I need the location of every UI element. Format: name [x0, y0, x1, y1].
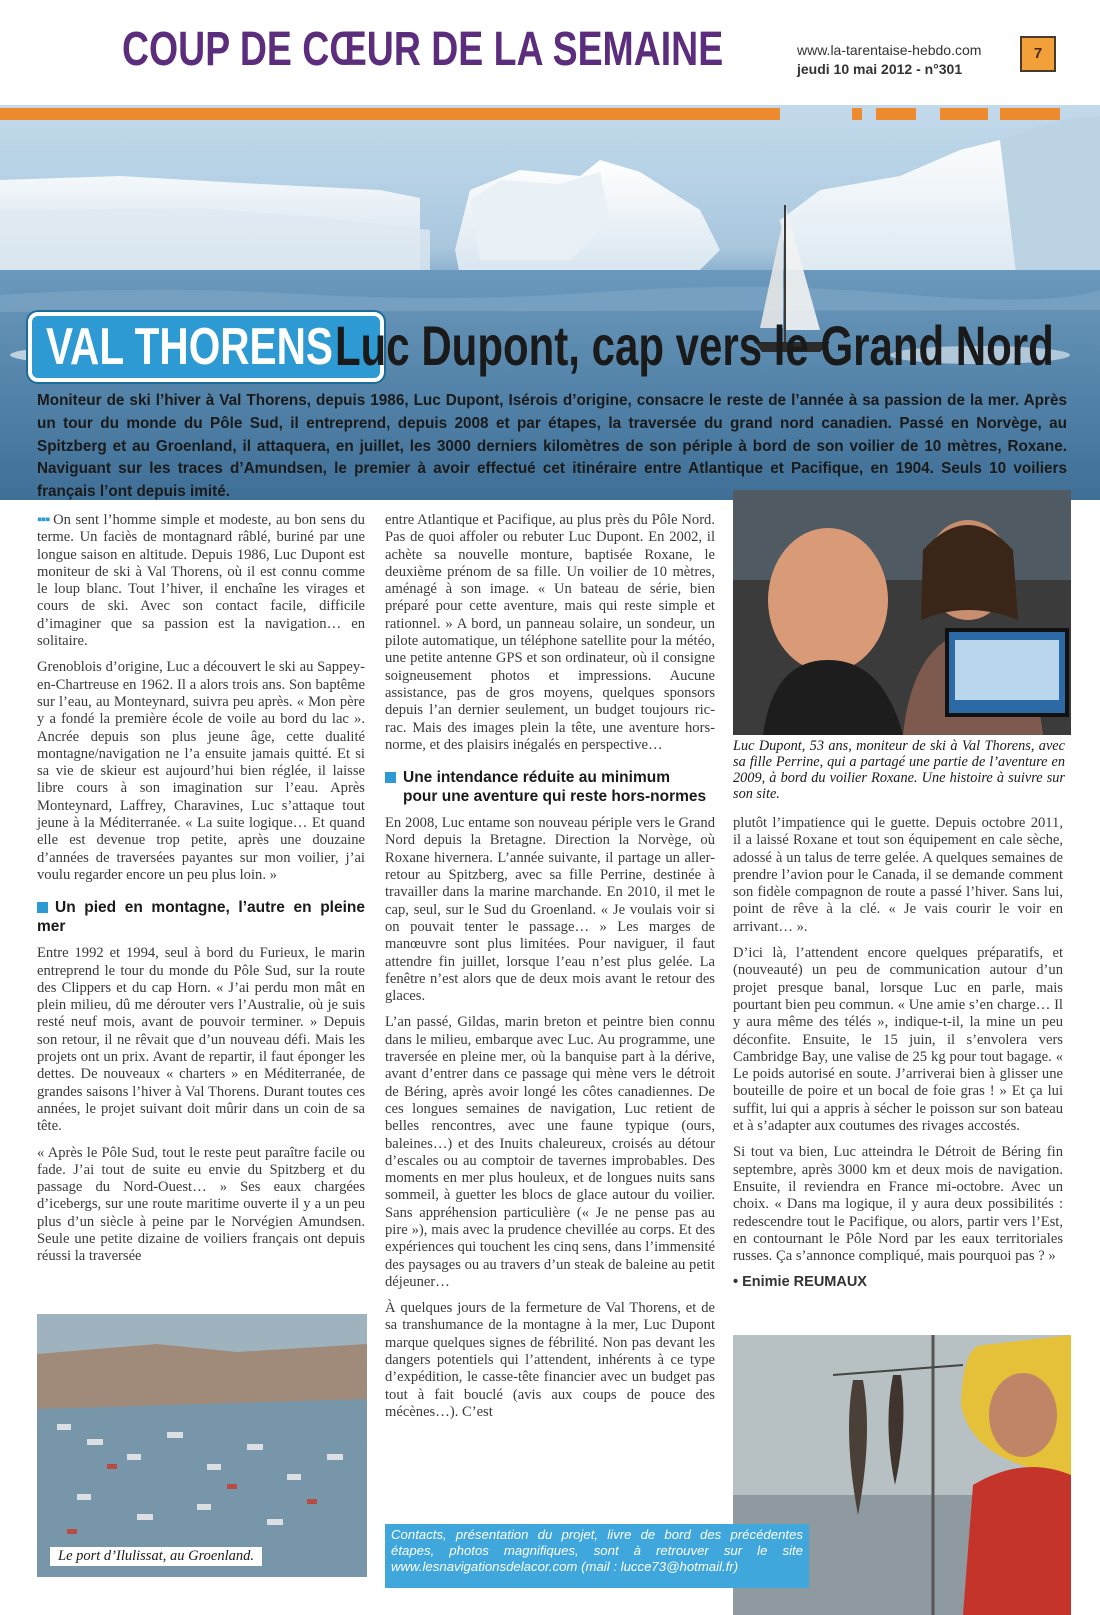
- site-url: www.la-tarentaise-hebdo.com: [797, 42, 982, 58]
- lead-paragraph: Moniteur de ski l’hiver à Val Thorens, depuis 1986, Luc Dupont, Isérois d’origine, consacre le reste de l’année à sa passion de la mer. Après un tour du monde du Pôle Sud, il entreprend, depuis 2008 et par étapes, la traversée du grand nord canadien. Passé en Norvège, au Spitzberg et au Groenland, il attaquera, en juillet, les 3000 derniers kilomètres de son périple à bord de son voilier de 10 mètres, Roxane. Naviguant sur les traces d’Amundsen, le premier à avoir effectué cet itinéraire entre Atlantique et Pacifique, en 1904. Seuls 10 voiliers français l’ont depuis imité.: [37, 392, 1067, 501]
- paragraph: Si tout va bien, Luc atteindra le Détroit de Béring fin septembre, après 3000 km et deux mois de navigation. Ensuite, il reviendra en France mi-octobre. Avec un choix. « Dans ma logique, il y aura deux possibilités : redescendre tout le Pacifique, ou alors, partir vers l’Est, en contournant le Pôle Nord par les eaux territoriales russes. Ça s’annonce compliqué, mais pourquoi pas ? »: [733, 1144, 1063, 1265]
- subheading-line-2: pour une aventure qui reste hors-normes: [403, 788, 707, 806]
- paragraph: L’an passé, Gildas, marin breton et peintre bien connu dans le milieu, embarque avec Luc. Au programme, une traversée en pleine mer, où la banquise part à la dérive, avant d’entrer dans ce passage qui mène vers le détroit de Béring, après avoir longé les côtes canadiennes. De ces longues semaines de navigation, Luc retient de belles rencontres, avec une faune typique (ours, baleines…) et des Inuits chaleureux, croisés au détour d’escales ou au comptoir de tavernes improbables. Des moments en mer plus houleux, et de longues nuits sans sommeil, à guetter les blocs de glace autour du voilier. Sans appréhension particulière (« Je ne pense pas au pire »), mais avec la prudence chevillée au corps. Et des expériences qui touchent les cinq sens, dans l’immensité des paysages ou au travers d’un steak de baleine au petit déjeuner…: [385, 1014, 715, 1290]
- orange-rule-segment: [1000, 108, 1060, 120]
- rubric-title: COUP DE CŒUR DE LA SEMAINE: [122, 23, 724, 76]
- portrait-photo: [733, 490, 1071, 735]
- orange-rule-segment: [876, 108, 916, 120]
- subheading-text: Un pied en montagne, l’autre en pleine mer: [37, 899, 365, 936]
- paragraph: [37, 512, 365, 650]
- paragraph: « Après le Pôle Sud, tout le reste peut paraître facile ou fade. J’ai tout de suite eu envie du Spitzberg et du passage du Nord-Ouest… » Ses eaux chargées d’icebergs, sur une route maritime ouverte il y a un peu plus d’un siècle à peine par le Norvégien Amundsen. Seule une petite dizaine de voiliers français ont depuis réussi la traversée: [37, 1144, 365, 1265]
- contact-box: Contacts, présentation du projet, livre de bord des précédentes étapes, photos magnifiques, sont à retrouver sur le site www.lesnavigationsdelacor.com (mail : lucce73@hotmail.fr): [385, 1524, 809, 1588]
- portrait-caption: Luc Dupont, 53 ans, moniteur de ski à Val Thorens, avec sa fille Perrine, qui a partagé une partie de l’aventure en 2009, à bord du voilier Roxane. Une histoire à suivre sur son site.: [733, 738, 1065, 802]
- location-kicker: [28, 312, 384, 382]
- paragraph-text: On sent l’homme simple et modeste, au bon sens du terme. Un faciès de montagnard râblé, buriné par une longue saison en altitude. Depuis 1986, Luc Dupont est moniteur de ski à Val Thorens, où il est connu comme le loup blanc. Tout l’hiver, il enchaîne les virages et cours de ski. Avec son contact facile, difficile d’imaginer que sa passion est la navigation… en solitaire.: [37, 512, 365, 650]
- lead-dots-icon: ▪▪▪: [37, 512, 50, 528]
- paragraph: D’ici là, l’attendent encore quelques préparatifs, et (nouveauté) un peu de communication autour d’un projet presque banal, lorsque Luc en parle, mais pourtant bien peu commun. « Une amie s’en charge… Il y aura même des télés », indique-t-il, la mine un peu déconfite. Ensuite, le 15 juin, il s’envolera vers Cambridge Bay, une valise de 25 kg pour tout bagage. « Le poids autorisé en soute. J’arriverai bien à glisser une bouteille de poire et un bocal de foie gras ! » Et ça lui suffit, lui qui a appris à sécher le poisson sur son bateau et à s’adapter aux coutumes des rivages accostés.: [733, 945, 1063, 1135]
- paragraph: En 2008, Luc entame son nouveau périple vers le Grand Nord depuis la Bretagne. Direction la Norvège, où Roxane hivernera. L’année suivante, il partage un aller-retour au Spitzberg, avec sa fille Perrine, destinée à travailler dans la marine marchande. En 2010, il met le cap, seul, sur le Sud du Groenland. « Je voulais voir si on pouvait tenter le passage… » Les marges de manœuvre sont plus limitées. Pour naviguer, il faut attendre fin juillet, lorsque l’eau n’est plus gelée. La fenêtre n’est alors que de deux mois avant le retour des glaces.: [385, 815, 715, 1005]
- harbour-caption: Le port d’Ilulissat, au Groenland.: [50, 1547, 262, 1566]
- article-column-2: [385, 512, 715, 1430]
- paragraph: Grenoblois d’origine, Luc a découvert le ski au Sappey-en-Chartreuse en 1962. Il a alors trois ans. Son baptême sur l’eau, au Monteynard, suivra peu après. « Mon père y a fondé la première école de voile au bord du lac ». Ancrée depuis son plus jeune âge, cette dualité montagne/navigation ne l’a ensuite jamais quitté. Et si sa vie de skieur est aujourd’hui bien réglée, il laisse libre cours à son imagination sur l’eau. Après Monteynard, Laffrey, Charavines, Luc s’attaque tout jeune à la Méditerranée. « La suite logique… Et quand elle est devenue trop petite, après une douzaine d’années de traversées payantes sur mon voilier, j’ai voulu regarder encore un peu plus loin. »: [37, 659, 365, 883]
- author-byline: • Enimie REUMAUX: [733, 1274, 867, 1291]
- subheading-line-1: Une intendance réduite au minimum: [403, 769, 670, 787]
- article-column-3: [733, 815, 1063, 1292]
- article-column-1: [37, 512, 365, 1275]
- subheading: [385, 768, 715, 806]
- harbour-photo: [37, 1314, 367, 1577]
- kicker-text: VAL THORENS: [46, 318, 333, 376]
- bullet-square-icon: [37, 902, 48, 913]
- issue-date: jeudi 10 mai 2012 - n°301: [797, 61, 963, 77]
- bullet-square-icon: [385, 772, 396, 783]
- paragraph: entre Atlantique et Pacifique, au plus près du Pôle Nord. Pas de quoi affoler ou rebuter Luc Dupont. En 2002, il achète sa nouvelle monture, baptisée Roxane, le deuxième prénom de sa fille. Un voilier de 10 mètres, aménagé à son image. « Un bateau de série, bien préparé pour cette aventure, mais qui reste simple et rationnel. » A bord, un panneau solaire, un sondeur, un pilote automatique, un téléphone satellite pour la météo, une petite antenne GPS et son ordinateur, où il consigne soigneusement photos et impressions. Aucune assistance, pas de gros moyens, quelques sponsors depuis l’an dernier seulement, un budget toujours ric-rac. Mais des images plein la tête, une aventure hors-norme, et des plaisirs inégalés en perspective…: [385, 512, 715, 753]
- headline: Luc Dupont, cap vers le Grand Nord: [335, 314, 1054, 377]
- page-number-badge: 7: [1020, 36, 1056, 72]
- masthead: [0, 0, 1100, 105]
- subheading: [37, 898, 365, 936]
- paragraph: À quelques jours de la fermeture de Val Thorens, et de sa transhumance de la montagne à la mer, Luc Dupont marque quelques signes de fébrilité. Non pas devant les dangers potentiels qui l’attendent, inhérents à ce type d’expédition, le casse-tête financier avec un budget pas tout à fait bouclé (avis aux coups de pouce des mécènes…). C’est: [385, 1300, 715, 1420]
- paragraph: Entre 1992 et 1994, seul à bord du Furieux, le marin entreprend le tour du monde du Pôle Sud, sur la route des Clippers et du cap Horn. « J’ai perdu mon mât en plein milieu, dû me dérouter vers l’Australie, où je suis resté neuf mois, avant de pouvoir terminer. » Depuis son retour, il ne rêvait que d’un nouveau défi. Mais les projets ont un prix. Avant de repartir, il faut éponger les dettes. De nouveaux « charters » en Méditerranée, de grandes saisons l’hiver à Val Thorens. Durant toutes ces années, le projet suivant doit mûrir dans un coin de sa tête.: [37, 945, 365, 1135]
- orange-rule: [0, 108, 780, 120]
- orange-rule-segment: [940, 108, 988, 120]
- paragraph: plutôt l’impatience qui le guette. Depuis octobre 2011, il a laissé Roxane et tout son équipement en cale sèche, adossé à un talus de terre gelée. A quelques semaines de prendre l’avion pour le Canada, il se demande comment son fidèle compagnon de route a passé l’hiver. Sans lui, point de rêve à la clé. « Je vais courir le voir en arrivant… ».: [733, 815, 1063, 935]
- orange-rule-segment: [852, 108, 862, 120]
